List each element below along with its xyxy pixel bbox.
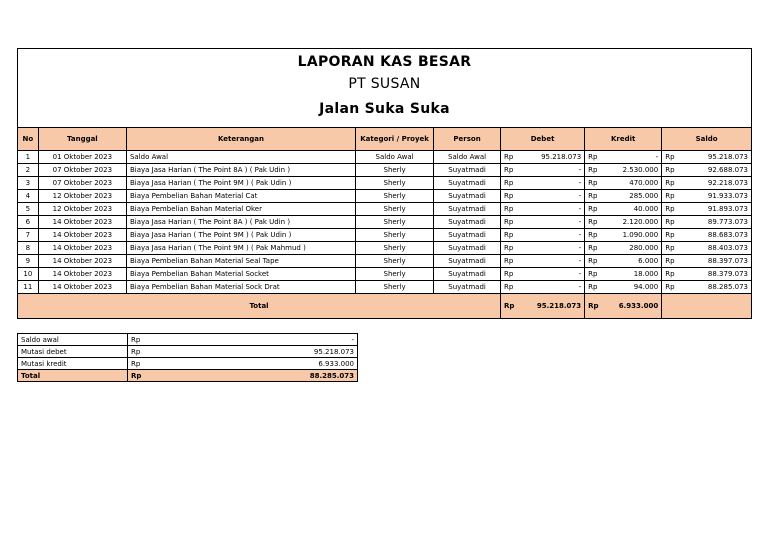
table-row xyxy=(18,229,751,242)
row-tanggal: 07 Oktober 2023 xyxy=(38,164,126,177)
row-no: 1 xyxy=(18,151,38,164)
table-row xyxy=(18,255,751,268)
row-kategori: Sherly xyxy=(356,177,434,190)
table-row xyxy=(18,177,751,190)
row-tanggal: 12 Oktober 2023 xyxy=(38,190,126,203)
row-person: Suyatmadi xyxy=(434,268,501,281)
row-kredit: 280.000 xyxy=(605,242,662,255)
report-header xyxy=(18,49,751,128)
row-person: Saldo Awal xyxy=(434,151,501,164)
company-address: Jalan Suka Suka xyxy=(319,101,450,117)
summary-row xyxy=(18,334,358,346)
row-kredit: 18.000 xyxy=(605,268,662,281)
row-kredit-currency: Rp xyxy=(585,281,605,294)
row-saldo: 88.285.073 xyxy=(682,281,751,294)
row-debet-currency: Rp xyxy=(501,268,521,281)
row-saldo-currency: Rp xyxy=(662,177,682,190)
row-saldo: 88.379.073 xyxy=(682,268,751,281)
row-saldo-currency: Rp xyxy=(662,281,682,294)
row-keterangan: Biaya Pembelian Bahan Material Socket xyxy=(126,268,355,281)
row-keterangan: Biaya Jasa Harian ( The Point 9M ) ( Pak Udin ) xyxy=(126,177,355,190)
row-keterangan: Biaya Pembelian Bahan Material Sock Drat xyxy=(126,281,355,294)
summary-total-value: 88.285.073 xyxy=(148,370,358,382)
row-no: 3 xyxy=(18,177,38,190)
summary-body xyxy=(18,334,358,382)
table-row xyxy=(18,190,751,203)
summary-row xyxy=(18,346,358,358)
row-saldo-currency: Rp xyxy=(662,151,682,164)
row-tanggal: 14 Oktober 2023 xyxy=(38,281,126,294)
row-no: 8 xyxy=(18,242,38,255)
row-kredit: 2.530.000 xyxy=(605,164,662,177)
row-debet: - xyxy=(521,190,585,203)
row-no: 4 xyxy=(18,190,38,203)
row-kategori: Sherly xyxy=(356,190,434,203)
row-debet-currency: Rp xyxy=(501,190,521,203)
summary-total-currency: Rp xyxy=(128,370,148,382)
table-header-row xyxy=(18,128,751,151)
summary-value: - xyxy=(148,334,358,346)
row-kredit-currency: Rp xyxy=(585,242,605,255)
col-header-no: No xyxy=(18,128,38,151)
row-no: 2 xyxy=(18,164,38,177)
summary-label: Mutasi debet xyxy=(18,346,128,358)
row-saldo-currency: Rp xyxy=(662,190,682,203)
col-header-person: Person xyxy=(434,128,501,151)
row-debet: - xyxy=(521,177,585,190)
row-debet-currency: Rp xyxy=(501,255,521,268)
summary-currency: Rp xyxy=(128,358,148,370)
row-kredit-currency: Rp xyxy=(585,229,605,242)
row-kategori: Sherly xyxy=(356,164,434,177)
row-kredit: 470.000 xyxy=(605,177,662,190)
total-saldo-empty xyxy=(662,294,751,319)
summary-label: Mutasi kredit xyxy=(18,358,128,370)
row-person: Suyatmadi xyxy=(434,203,501,216)
row-kredit: 285.000 xyxy=(605,190,662,203)
row-keterangan: Biaya Jasa Harian ( The Point 8A ) ( Pak Udin ) xyxy=(126,164,355,177)
row-person: Suyatmadi xyxy=(434,242,501,255)
row-no: 11 xyxy=(18,281,38,294)
total-kredit-currency: Rp xyxy=(585,294,605,319)
row-debet: - xyxy=(521,164,585,177)
row-saldo: 88.683.073 xyxy=(682,229,751,242)
row-tanggal: 14 Oktober 2023 xyxy=(38,255,126,268)
row-tanggal: 14 Oktober 2023 xyxy=(38,268,126,281)
summary-currency: Rp xyxy=(128,334,148,346)
company-name: PT SUSAN xyxy=(348,76,421,92)
table-row xyxy=(18,151,751,164)
row-tanggal: 01 Oktober 2023 xyxy=(38,151,126,164)
summary-currency: Rp xyxy=(128,346,148,358)
row-kredit-currency: Rp xyxy=(585,190,605,203)
table-row xyxy=(18,242,751,255)
row-person: Suyatmadi xyxy=(434,164,501,177)
row-kredit-currency: Rp xyxy=(585,255,605,268)
row-kategori: Sherly xyxy=(356,255,434,268)
row-keterangan: Saldo Awal xyxy=(126,151,355,164)
row-no: 6 xyxy=(18,216,38,229)
row-no: 5 xyxy=(18,203,38,216)
row-debet-currency: Rp xyxy=(501,203,521,216)
row-saldo: 88.403.073 xyxy=(682,242,751,255)
row-tanggal: 14 Oktober 2023 xyxy=(38,216,126,229)
col-header-saldo: Saldo xyxy=(662,128,751,151)
row-kredit-currency: Rp xyxy=(585,216,605,229)
row-debet-currency: Rp xyxy=(501,216,521,229)
row-keterangan: Biaya Jasa Harian ( The Point 8A ) ( Pak Udin ) xyxy=(126,216,355,229)
row-kredit: 1.090.000 xyxy=(605,229,662,242)
row-debet-currency: Rp xyxy=(501,242,521,255)
row-kategori: Sherly xyxy=(356,216,434,229)
row-saldo-currency: Rp xyxy=(662,229,682,242)
row-tanggal: 12 Oktober 2023 xyxy=(38,203,126,216)
row-keterangan: Biaya Pembelian Bahan Material Seal Tape xyxy=(126,255,355,268)
ledger-body xyxy=(18,151,751,319)
row-debet-currency: Rp xyxy=(501,281,521,294)
total-kredit: 6.933.000 xyxy=(605,294,662,319)
row-saldo: 89.773.073 xyxy=(682,216,751,229)
summary-value: 95.218.073 xyxy=(148,346,358,358)
row-debet-currency: Rp xyxy=(501,164,521,177)
row-kategori: Sherly xyxy=(356,268,434,281)
col-header-keterangan: Keterangan xyxy=(126,128,355,151)
row-kredit: 2.120.000 xyxy=(605,216,662,229)
col-header-debet: Debet xyxy=(501,128,585,151)
summary-total-label: Total xyxy=(18,370,128,382)
row-kategori: Sherly xyxy=(356,203,434,216)
summary-table xyxy=(17,333,358,382)
row-keterangan: Biaya Jasa Harian ( The Point 9M ) ( Pak Mahmud ) xyxy=(126,242,355,255)
row-no: 7 xyxy=(18,229,38,242)
row-person: Suyatmadi xyxy=(434,255,501,268)
summary-value: 6.933.000 xyxy=(148,358,358,370)
summary-label: Saldo awal xyxy=(18,334,128,346)
row-kredit: 94.000 xyxy=(605,281,662,294)
row-saldo-currency: Rp xyxy=(662,164,682,177)
row-kredit: - xyxy=(605,151,662,164)
row-person: Suyatmadi xyxy=(434,216,501,229)
row-saldo-currency: Rp xyxy=(662,203,682,216)
row-keterangan: Biaya Pembelian Bahan Material Cat xyxy=(126,190,355,203)
table-row xyxy=(18,216,751,229)
col-header-kredit: Kredit xyxy=(585,128,662,151)
row-kategori: Sherly xyxy=(356,281,434,294)
row-kategori: Sherly xyxy=(356,242,434,255)
row-saldo: 91.933.073 xyxy=(682,190,751,203)
row-saldo: 92.218.073 xyxy=(682,177,751,190)
table-row xyxy=(18,268,751,281)
row-saldo-currency: Rp xyxy=(662,268,682,281)
row-no: 10 xyxy=(18,268,38,281)
row-kredit-currency: Rp xyxy=(585,177,605,190)
row-debet-currency: Rp xyxy=(501,229,521,242)
row-keterangan: Biaya Jasa Harian ( The Point 9M ) ( Pak Udin ) xyxy=(126,229,355,242)
row-debet: - xyxy=(521,216,585,229)
row-debet: - xyxy=(521,242,585,255)
table-row xyxy=(18,203,751,216)
row-kredit-currency: Rp xyxy=(585,151,605,164)
row-saldo-currency: Rp xyxy=(662,216,682,229)
row-no: 9 xyxy=(18,255,38,268)
row-saldo: 92.688.073 xyxy=(682,164,751,177)
row-tanggal: 07 Oktober 2023 xyxy=(38,177,126,190)
cash-ledger-table xyxy=(18,128,751,318)
report-sheet xyxy=(17,48,752,319)
row-debet-currency: Rp xyxy=(501,177,521,190)
row-debet: - xyxy=(521,281,585,294)
row-debet: - xyxy=(521,229,585,242)
total-label: Total xyxy=(18,294,501,319)
col-header-tanggal: Tanggal xyxy=(38,128,126,151)
row-kredit: 6.000 xyxy=(605,255,662,268)
row-saldo: 95.218.073 xyxy=(682,151,751,164)
row-kategori: Saldo Awal xyxy=(356,151,434,164)
row-tanggal: 14 Oktober 2023 xyxy=(38,242,126,255)
row-debet-currency: Rp xyxy=(501,151,521,164)
col-header-kategori: Kategori / Proyek xyxy=(356,128,434,151)
row-saldo: 91.893.073 xyxy=(682,203,751,216)
table-row xyxy=(18,164,751,177)
row-saldo: 88.397.073 xyxy=(682,255,751,268)
total-row xyxy=(18,294,751,319)
row-saldo-currency: Rp xyxy=(662,242,682,255)
row-debet: - xyxy=(521,203,585,216)
report-title: LAPORAN KAS BESAR xyxy=(297,54,472,70)
row-kredit-currency: Rp xyxy=(585,203,605,216)
row-saldo-currency: Rp xyxy=(662,255,682,268)
row-kredit-currency: Rp xyxy=(585,164,605,177)
row-debet: - xyxy=(521,268,585,281)
row-person: Suyatmadi xyxy=(434,229,501,242)
row-tanggal: 14 Oktober 2023 xyxy=(38,229,126,242)
total-debet-currency: Rp xyxy=(501,294,521,319)
row-kredit-currency: Rp xyxy=(585,268,605,281)
row-debet: - xyxy=(521,255,585,268)
row-person: Suyatmadi xyxy=(434,190,501,203)
row-person: Suyatmadi xyxy=(434,281,501,294)
row-person: Suyatmadi xyxy=(434,177,501,190)
row-kategori: Sherly xyxy=(356,229,434,242)
row-kredit: 40.000 xyxy=(605,203,662,216)
row-debet: 95.218.073 xyxy=(521,151,585,164)
row-keterangan: Biaya Pembelian Bahan Material Oker xyxy=(126,203,355,216)
summary-total-row xyxy=(18,370,358,382)
total-debet: 95.218.073 xyxy=(521,294,585,319)
summary-row xyxy=(18,358,358,370)
table-row xyxy=(18,281,751,294)
